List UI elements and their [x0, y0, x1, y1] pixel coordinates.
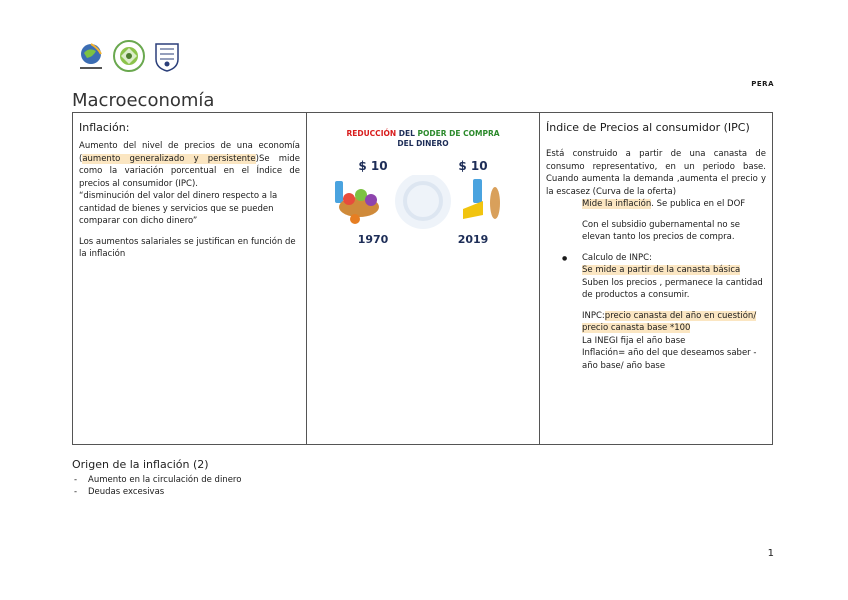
bread-icon: [490, 187, 500, 219]
crest-logo: [150, 39, 184, 73]
infographic-illustration: [313, 175, 533, 233]
inflation-quote: “disminución del valor del dinero respecto a la cantidad de bienes y servicios que se pueden comparar con dicho dinero”: [79, 191, 278, 226]
list-item: - Aumento en la circulación de dinero: [72, 474, 241, 486]
origin-section: [72, 458, 241, 498]
price-left: $ 10: [358, 159, 388, 173]
origin-list: [72, 474, 241, 498]
bottle-icon-right: [473, 179, 482, 203]
content-table: [72, 112, 773, 445]
year-left: 1970: [357, 233, 389, 246]
ipc-heading: Índice de Precios al consumidor (IPC): [546, 121, 750, 134]
logos: [74, 38, 184, 74]
ipc-subsidy-note: Con el subsidio gubernamental no se elevan tanto los precios de compra.: [582, 219, 740, 242]
groceries-illustration: [313, 175, 533, 233]
infographic-cell: [307, 113, 540, 444]
inflation-definition: Aumento del nivel de precios de una economía (aumento generalizado y persistente)Se mide como la variación porcentual en el Índice de precios al consumidor (IPC).: [79, 141, 300, 189]
inflation-cell: [73, 113, 307, 444]
inflation-wages-note: Los aumentos salariales se justifican en función de la inflación: [79, 236, 296, 259]
ipc-cell: [540, 113, 772, 444]
ipc-measure-note: Mide la inflación. Se publica en el DOF: [582, 199, 746, 209]
seal-logo: [112, 39, 146, 73]
list-item: - Deudas excesivas: [72, 486, 241, 498]
page-number: 1: [767, 548, 774, 559]
year-row: [313, 233, 533, 246]
header-tag: PERA: [751, 80, 774, 88]
price-right: $ 10: [458, 159, 488, 173]
inpc-formula: INPC:precio canasta del año en cuestión/ precio canasta base *100 La INEGI fija el año base Inflación= año del que deseamos saber - año base/ año base: [582, 310, 757, 371]
origin-title: Origen de la inflación (2): [72, 458, 209, 471]
price-row: [313, 159, 533, 173]
highlight-generalizado: aumento generalizado y persistente: [82, 153, 256, 164]
page-title: Macroeconomía: [72, 90, 215, 111]
year-right: 2019: [457, 233, 489, 246]
inpc-calc-item: ● Calculo de INPC: Se mide a partir de la canasta básica Suben los precios , permanece la cantidad de productos a consumir.: [546, 252, 766, 302]
infographic-title: REDUCCIÓN DEL PODER DE COMPRA DEL DINERO: [346, 129, 500, 148]
inflation-heading: Inflación:: [79, 121, 130, 134]
ipc-description: Está construido a partir de una canasta de consumo representativo, en un periodo base. Cuando aumenta la demanda ,aumenta el precio y la escasez (Curva de la oferta): [546, 149, 766, 197]
bottle-icon: [335, 181, 343, 203]
globe-logo: [74, 39, 108, 73]
cheese-icon: [463, 201, 483, 219]
